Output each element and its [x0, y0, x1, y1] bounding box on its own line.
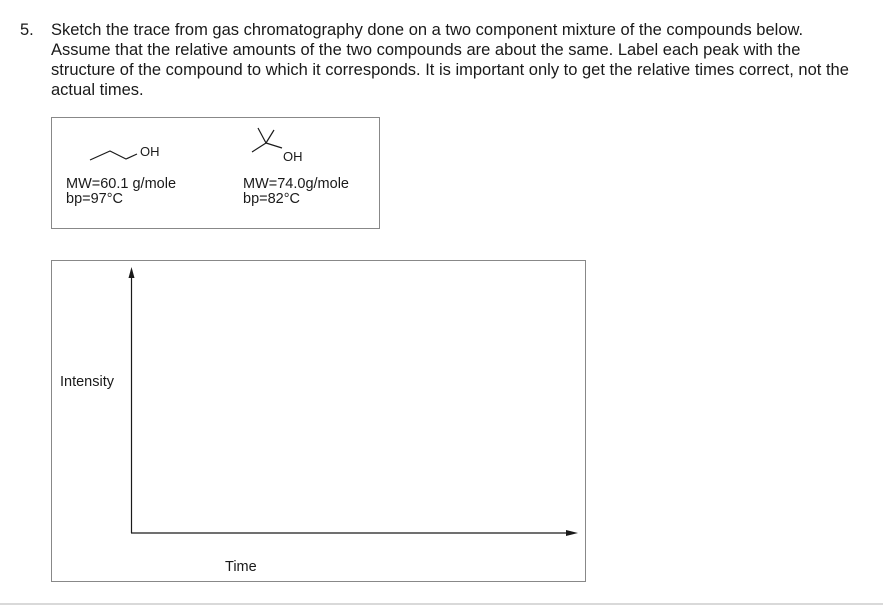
question-text: Sketch the trace from gas chromatography done on a two component mixture of the compounds below. Assume that the relative amounts of the two compounds are about the same. Label each peak with the structure of the compound to which it corresponds. It is important only to get the relative times correct, not the actual times.: [51, 21, 849, 99]
y-axis-arrow-icon: [129, 267, 135, 278]
propanol-properties: [66, 177, 176, 207]
propanol-structure: [90, 145, 140, 165]
chromatogram-box: [51, 260, 586, 582]
propanol-mw: MW=60.1 g/mole: [66, 176, 177, 192]
tert-butanol-bp: bp=82°C: [243, 191, 300, 207]
propanol-oh-label: OH: [140, 144, 160, 159]
y-axis-label: Intensity: [60, 374, 114, 390]
tert-butanol-mw: MW=74.0g/mole: [243, 176, 349, 192]
x-axis-arrow-icon: [566, 530, 578, 536]
question-number: 5.: [20, 21, 34, 39]
propanol-bp: bp=97°C: [66, 191, 123, 207]
propanol-skeleton-icon: [90, 145, 140, 165]
y-axis: [129, 267, 135, 533]
tert-butanol-oh-label: OH: [283, 149, 303, 164]
x-axis: [131, 530, 578, 536]
x-axis-label: Time: [225, 559, 257, 575]
axes: [52, 261, 587, 583]
tert-butanol-properties: [243, 177, 349, 207]
compounds-box: [51, 117, 380, 229]
